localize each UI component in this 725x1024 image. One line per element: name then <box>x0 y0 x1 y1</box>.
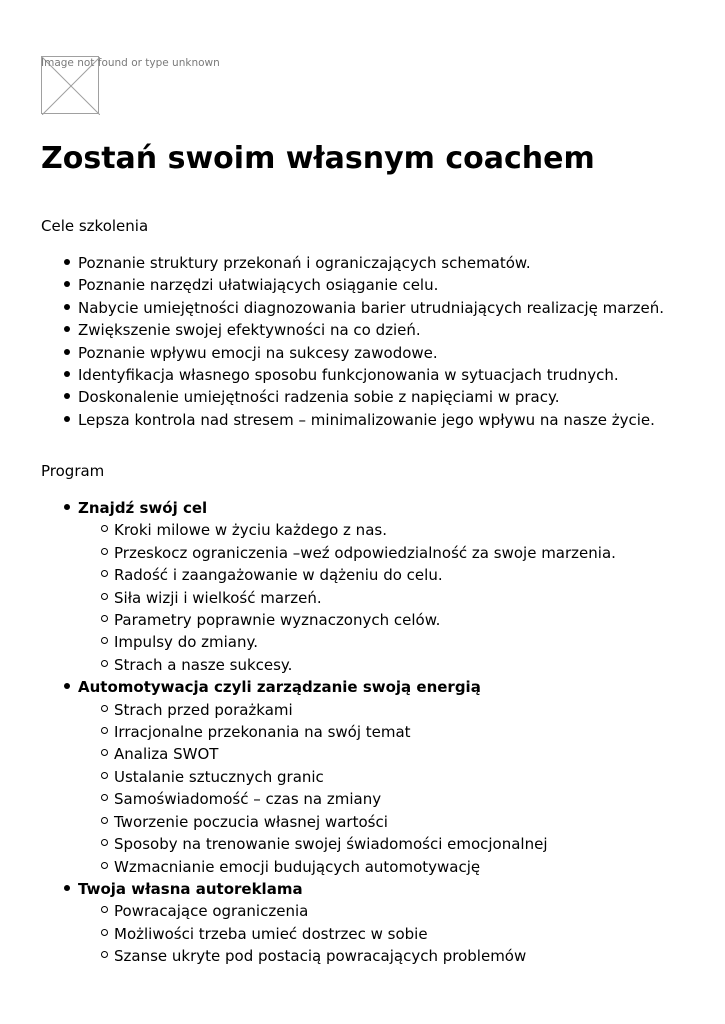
program-section <box>0 878 725 968</box>
program-section <box>0 497 725 676</box>
program-section-title: Automotywacja czyli zarządzanie swoją energią <box>78 678 481 697</box>
goals-list <box>0 252 725 431</box>
goals-heading: Cele szkolenia <box>41 217 149 235</box>
program-heading: Program <box>41 462 105 480</box>
program-subitem: Kroki milowe w życiu każdego z nas. <box>78 519 725 541</box>
program-section <box>0 676 725 878</box>
program-subitem: Parametry poprawnie wyznaczonych celów. <box>78 609 725 631</box>
program-subitem: Tworzenie poczucia własnej wartości <box>78 811 725 833</box>
program-subitem: Wzmacnianie emocji budujących automotywację <box>78 856 725 878</box>
program-subitem: Siła wizji i wielkość marzeń. <box>78 587 725 609</box>
program-sublist <box>78 900 725 967</box>
goal-item: Lepsza kontrola nad stresem – minimalizowanie jego wpływu na nasze życie. <box>0 409 725 431</box>
program-section-title: Twoja własna autoreklama <box>78 879 303 898</box>
goal-item: Poznanie struktury przekonań i ograniczających schematów. <box>0 252 725 274</box>
goal-item: Poznanie narzędzi ułatwiających osiąganie celu. <box>0 274 725 296</box>
program-subitem: Samoświadomość – czas na zmiany <box>78 788 725 810</box>
program-subitem: Możliwości trzeba umieć dostrzec w sobie <box>78 923 725 945</box>
program-subitem: Strach a nasze sukcesy. <box>78 654 725 676</box>
goal-item: Zwiększenie swojej efektywności na co dzień. <box>0 319 725 341</box>
image-placeholder-text: Image not found or type unknown <box>41 57 220 69</box>
program-subitem: Sposoby na trenowanie swojej świadomości emocjonalnej <box>78 833 725 855</box>
program-sublist <box>78 699 725 878</box>
goal-item: Nabycie umiejętności diagnozowania barier utrudniających realizację marzeń. <box>0 297 725 319</box>
program-subitem: Ustalanie sztucznych granic <box>78 766 725 788</box>
program-subitem: Analiza SWOT <box>78 743 725 765</box>
program-section-title: Znajdź swój cel <box>78 499 208 517</box>
program-subitem: Irracjonalne przekonania na swój temat <box>78 721 725 743</box>
program-subitem: Powracające ograniczenia <box>78 900 725 922</box>
program-subitem: Szanse ukryte pod postacią powracających problemów <box>78 945 725 967</box>
program-sublist <box>78 519 725 676</box>
page-title: Zostań swoim własnym coachem <box>41 141 595 176</box>
goal-item: Identyfikacja własnego sposobu funkcjonowania w sytuacjach trudnych. <box>0 364 725 386</box>
goal-item: Poznanie wpływu emocji na sukcesy zawodowe. <box>0 342 725 364</box>
program-subitem: Strach przed porażkami <box>78 699 725 721</box>
program-subitem: Przeskocz ograniczenia –weź odpowiedzialność za swoje marzenia. <box>78 542 725 564</box>
program-subitem: Impulsy do zmiany. <box>78 631 725 653</box>
goal-item: Doskonalenie umiejętności radzenia sobie z napięciami w pracy. <box>0 386 725 408</box>
program-list <box>0 497 725 968</box>
program-subitem: Radość i zaangażowanie w dążeniu do celu. <box>78 564 725 586</box>
